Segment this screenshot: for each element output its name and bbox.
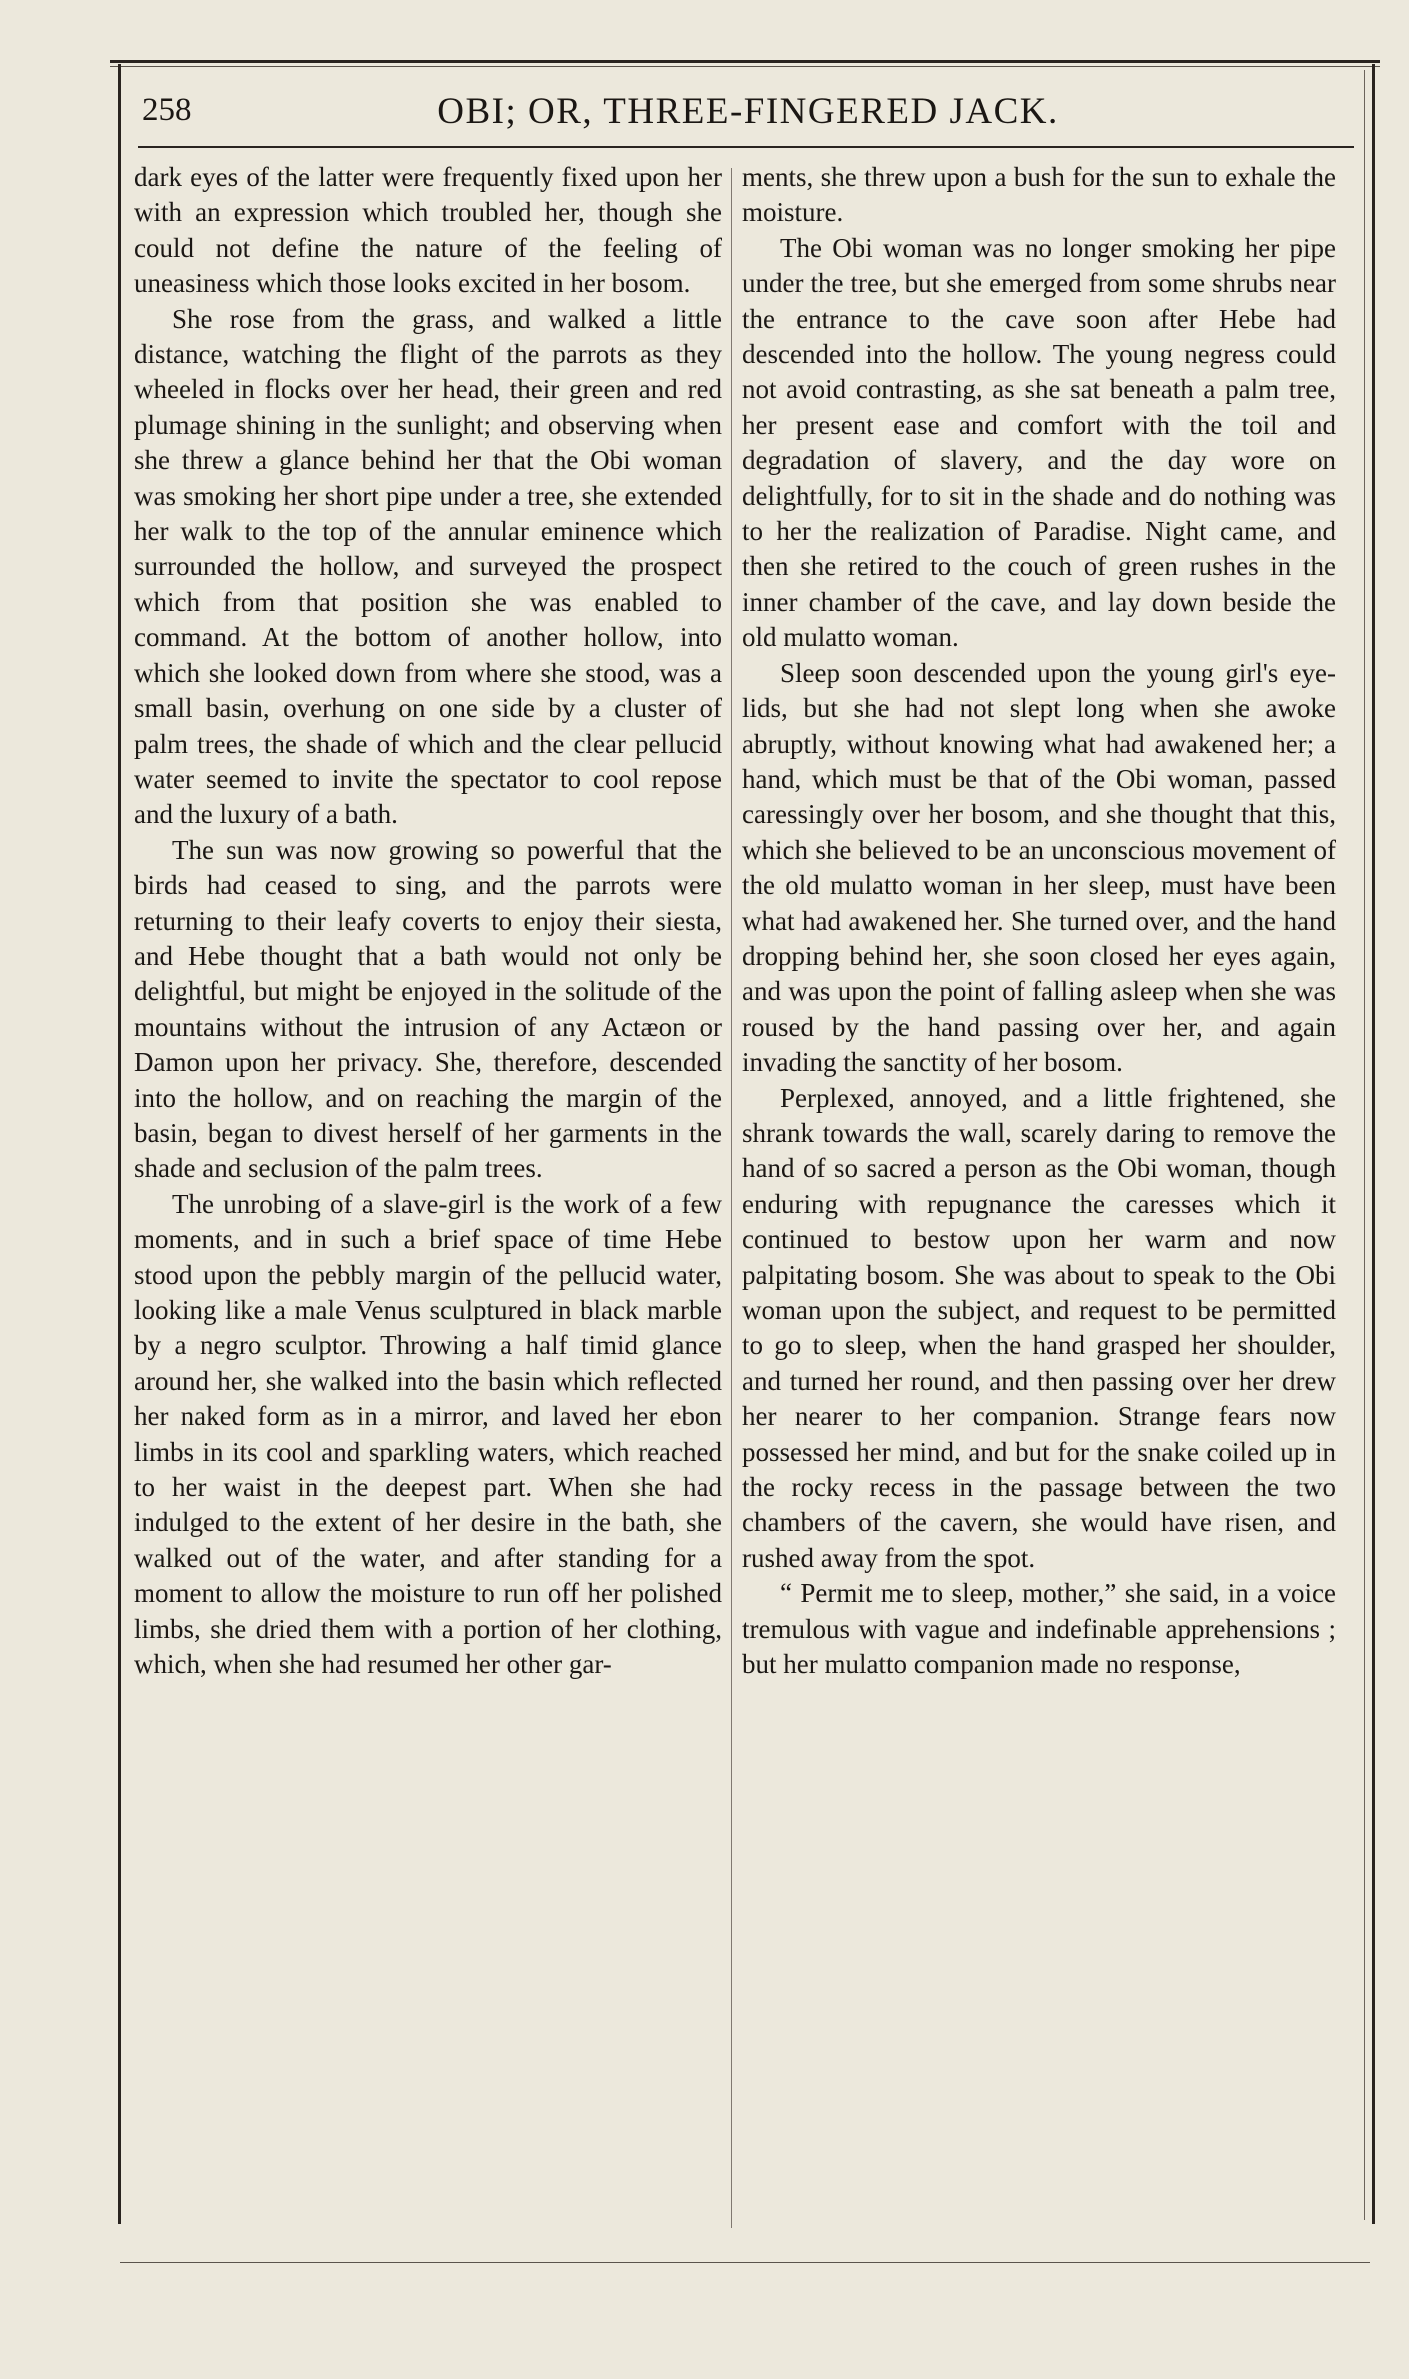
paragraph: Sleep soon descended upon the young girl's eye-lids, but she had not slept long when she awoke abruptly, without knowing what had awakened her; a hand, which must be that of the Obi woman, passed caressingly over her bosom, and she thought that this, which she believed to be an unconscious movement of the old mulatto woman in her sleep, must have been what had awakened her. She turned over, and the hand dropping behind her, she soon closed her eyes again, and was upon the point of falling asleep when she was roused by the hand passing over her, and again invading the sanctity of her bosom. (742, 657, 1336, 1078)
paragraph: “ Permit me to sleep, mother,” she said, in a voice tremulous with vague and indefinable apprehensions ; but her mulatto companion made no response, (742, 1578, 1336, 1680)
paragraph: ments, she threw upon a bush for the sun to exhale the moisture. (742, 162, 1336, 228)
paragraph: dark eyes of the latter were frequently fixed upon her with an expression which troubled her, though she could not define the nature of the feeling of uneasiness which those looks excited in her bosom. (134, 162, 722, 299)
top-border-rule-thin (110, 66, 1380, 67)
left-frame-rule (118, 64, 121, 2224)
right-column (742, 160, 1336, 2240)
paragraph: The unrobing of a slave-girl is the work of a few moments, and in such a brief space of time Hebe stood upon the pebbly margin of the pellucid water, looking like a male Venus sculptured in black marble by a negro sculptor. Throwing a half timid glance around her, she walked into the basin which reflected her naked form as in a mirror, and laved her ebon limbs in its cool and sparkling waters, which reached to her waist in the deepest part. When she had indulged to the extent of her desire in the bath, she walked out of the water, and after standing for a moment to allow the moisture to run off her polished limbs, she dried them with a portion of her clothing, which, when she had resumed her other gar- (134, 1188, 722, 1680)
page-header (138, 88, 1358, 138)
paragraph: The Obi woman was no longer smoking her pipe under the tree, but she emerged from some shrubs near the entrance to the cave soon after Hebe had descended into the hollow. The young negress could not avoid contrasting, as she sat beneath a palm tree, her present ease and comfort with the toil and degradation of slavery, and the day wore on delightfully, for to sit in the shade and do nothing was to her the realization of Paradise. Night came, and then she retired to the couch of green rushes in the inner chamber of the cave, and lay down beside the old mulatto woman. (742, 232, 1336, 653)
column-divider (731, 168, 732, 2228)
running-title: OBI; OR, THREE-FINGERED JACK. (437, 91, 1059, 132)
top-border-rule (110, 60, 1380, 63)
paragraph: The sun was now growing so powerful that the birds had ceased to sing, and the parrots were returning to their leafy coverts to enjoy their siesta, and Hebe thought that a bath would not only be delightful, but might be enjoyed in the solitude of the mountains without the intrusion of any Actæon or Damon upon her privacy. She, therefore, descended into the hollow, and on reaching the margin of the basin, began to divest herself of her garments in the shade and seclusion of the palm trees. (134, 834, 722, 1184)
page-number: 258 (142, 92, 192, 128)
header-rule (138, 146, 1354, 148)
left-column (134, 160, 722, 2240)
paragraph: Perplexed, annoyed, and a little frightened, she shrank towards the wall, scarely daring to remove the hand of so sacred a person as the Obi woman, though enduring with repugnance the caresses which it continued to bestow upon her warm and now palpitating bosom. She was about to speak to the Obi woman upon the subject, and request to be permitted to go to sleep, when the hand grasped her shoulder, and turned her round, and then passing over her drew her nearer to her companion. Strange fears now possessed her mind, and but for the snake coiled up in the rocky recess in the passage between the two chambers of the cavern, she would have risen, and rushed away from the spot. (742, 1082, 1336, 1573)
right-frame-rule (1372, 64, 1375, 2224)
bottom-rule (120, 2262, 1370, 2263)
right-frame-rule-thin (1364, 70, 1365, 2220)
paragraph: She rose from the grass, and walked a little distance, watching the flight of the parrots as they wheeled in flocks over her head, their green and red plumage shining in the sunlight; and observing when she threw a glance behind her that the Obi woman was smoking her short pipe under a tree, she extended her walk to the top of the annular eminence which surrounded the hollow, and surveyed the prospect which from that position she was enabled to command. At the bottom of another hollow, into which she looked down from where she stood, was a small basin, overhung on one side by a cluster of palm trees, the shade of which and the clear pellucid water seemed to invite the spectator to cool repose and the luxury of a bath. (134, 303, 722, 830)
